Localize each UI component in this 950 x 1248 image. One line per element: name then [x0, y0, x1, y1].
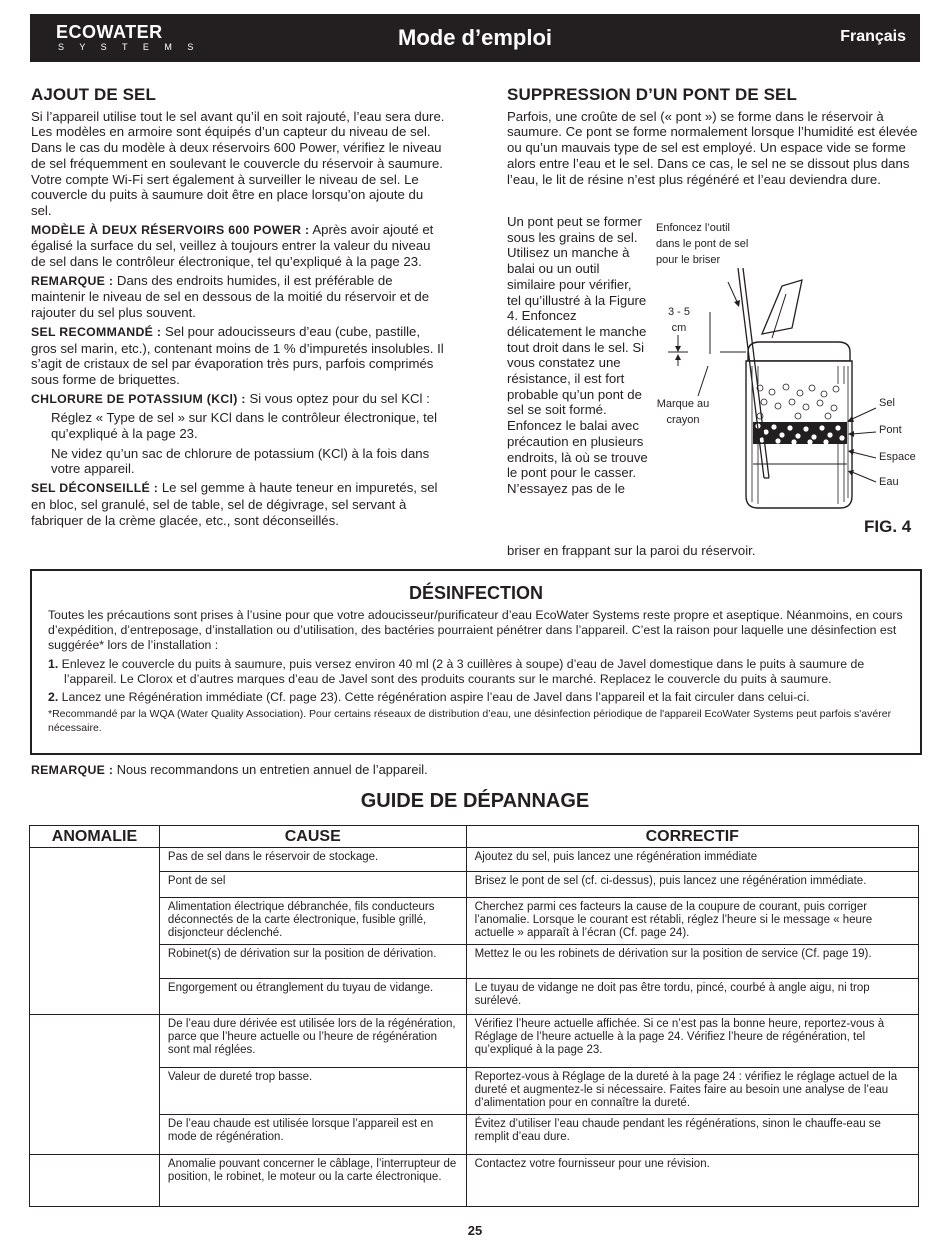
table-row: [30, 1067, 919, 1114]
language-label: Français: [840, 28, 906, 45]
desinfection-box: [30, 569, 922, 755]
step-text: Lancez une Régénération immédiate (Cf. page 23). Cette régénération aspire l’eau de Javel dans l’appareil et la fait circuler dans celui-ci.: [58, 690, 810, 705]
table-row: [30, 872, 919, 898]
label-water: Eau: [879, 476, 899, 488]
brand-logo-sub: S Y S T E M S: [58, 42, 200, 52]
bold-label: SEL DÉCONSEILLÉ :: [31, 481, 159, 496]
cause-cell: Robinet(s) de dérivation sur la position de dérivation.: [159, 944, 466, 978]
label-space: Espace: [879, 451, 916, 463]
numbered-step: [48, 690, 910, 705]
cause-cell: De l’eau dure dérivée est utilisée lors de la régénération, parce que l’heure actuelle ou l’heure de régénération sont mal réglées.: [159, 1014, 466, 1067]
table-row: [30, 848, 919, 872]
table-row: [30, 978, 919, 1014]
troubleshooting-table: [29, 825, 919, 1207]
label-pencil-mark: Marque au crayon: [656, 398, 710, 426]
anomalie-cell: [30, 1154, 160, 1206]
paragraph: [31, 480, 447, 528]
figure-4: [652, 216, 922, 546]
remarque-note: [31, 762, 428, 777]
section-heading-guide: GUIDE DE DÉPANNAGE: [360, 790, 590, 812]
cause-cell: Anomalie pouvant concerner le câblage, l’interrupteur de position, le robinet, le moteur ou la carte électronique.: [159, 1154, 466, 1206]
paragraph-text: Après avoir ajouté et égalisé la surface du sel, veillez à toujours entrer la valeur du niveau de sel dans le contrôleur électronique, tel qu’expliqué à la page 23.: [31, 221, 434, 270]
table-row: [30, 1114, 919, 1154]
paragraph-text: Nous recommandons un entretien annuel de l’appareil.: [113, 762, 428, 777]
indented-paragraph: Réglez « Type de sel » sur KCl dans le contrôleur électronique, tel qu’expliqué à la page 23.: [51, 410, 438, 442]
table-row: [30, 944, 919, 978]
cause-cell: De l’eau chaude est utilisée lorsque l’appareil est en mode de régénération.: [159, 1114, 466, 1154]
paragraph-text: Dans des endroits humides, il est préférable de maintenir le niveau de sel en dessous de la moitié du réservoir et de rajouter du sel plus souvent.: [31, 272, 430, 321]
section-heading-pont: SUPPRESSION D’UN PONT DE SEL: [507, 85, 797, 104]
label-salt: Sel: [879, 397, 895, 409]
desinfection-body: [48, 608, 910, 738]
cause-cell: Engorgement ou étranglement du tuyau de vidange.: [159, 978, 466, 1014]
paragraph-text: Si vous optez pour du sel KCl :: [245, 390, 430, 406]
correctif-cell: Contactez votre fournisseur pour une révision.: [466, 1154, 918, 1206]
table-row: [30, 1154, 919, 1206]
section-heading-desinfection: DÉSINFECTION: [408, 583, 543, 603]
paragraph: Un pont peut se former sous les grains de sel. Utilisez un manche à balai ou un outil similaire pour vérifier, tel qu’illustré à la Figure 4. Enfoncez délicatement le manche tout droit dans le sel. Si vous constatez une résistance, il est fort probable qu’un pont de sel se soit formé. Enfoncez le balai avec précaution en plusieurs endroits, là où se trouve le pont pour le casser. N’essayez pas de le: [507, 214, 648, 496]
bold-label: REMARQUE :: [31, 273, 114, 288]
indented-paragraph: Ne videz qu’un sac de chlorure de potassium (KCl) à la fois dans votre appareil.: [51, 445, 430, 477]
page-number: 25: [467, 1223, 483, 1238]
column-header-correctif: CORRECTIF: [466, 826, 918, 848]
paragraph: briser en frappant sur la paroi du réservoir.: [507, 543, 756, 558]
paragraph: [31, 391, 447, 408]
bold-label: MODÈLE À DEUX RÉSERVOIRS 600 POWER :: [31, 222, 310, 237]
correctif-cell: Reportez-vous à Réglage de la dureté à la page 24 : vérifiez le réglage actuel de la dureté et augmentez-le si nécessaire. Faites faire au besoin une analyse de l’eau d’alimentation pour en connaître la dureté.: [466, 1067, 918, 1114]
table-row: [30, 1014, 919, 1067]
footnote: *Recommandé par la WQA (Water Quality Association). Pour certains réseaux de distribution d’eau, une désinfection périodique de l'appareil EcoWater Systems peut parfois s'avérer nécessaire.: [48, 708, 892, 734]
table-row: [30, 898, 919, 945]
page-header: [30, 14, 920, 62]
bold-label: REMARQUE :: [31, 763, 114, 777]
anomalie-cell: [30, 1014, 160, 1154]
column-header-anomalie: ANOMALIE: [30, 826, 160, 848]
paragraph: Toutes les précautions sont prises à l’usine pour que votre adoucisseur/purificateur d’eau EcoWater Systems reste propre et aseptique. Néanmoins, en cours d’expédition, d’entreposage, d’installation ou d’utilisation, des bactéries pourraient pénétrer dans l’appareil. C’est la raison pour laquelle une désinfection est suggérée* lors de l’installation :: [48, 608, 903, 653]
label-tool: Enfoncez l’outil dans le pont de sel pour le briser: [656, 222, 749, 266]
bold-label: CHLORURE DE POTASSIUM (KCl) :: [31, 391, 246, 406]
step-number: 1.: [48, 656, 59, 671]
bold-label: SEL RECOMMANDÉ :: [31, 324, 162, 339]
label-bridge: Pont: [879, 424, 902, 436]
correctif-cell: Ajoutez du sel, puis lancez une régénération immédiate: [466, 848, 918, 872]
cause-cell: Valeur de dureté trop basse.: [159, 1067, 466, 1114]
brand-logo: ECOWATER: [56, 22, 163, 42]
pont-de-sel-section: [507, 87, 921, 190]
cause-cell: Pont de sel: [159, 872, 466, 898]
cause-cell: Pas de sel dans le réservoir de stockage.: [159, 848, 466, 872]
table-header-row: [30, 826, 919, 848]
correctif-cell: Évitez d’utiliser l’eau chaude pendant les régénérations, sinon le chauffe-eau se remplit d’eau dure.: [466, 1114, 918, 1154]
pont-narrow-text: [507, 214, 649, 500]
label-dimension: 3 - 5 cm: [667, 306, 690, 334]
step-number: 2.: [48, 690, 59, 705]
cause-cell: Alimentation électrique débranchée, fils conducteurs déconnectés de la carte électronique, fusible grillé, disjoncteur déclenché.: [159, 898, 466, 945]
figure-caption: FIG. 4: [864, 517, 912, 536]
paragraph: [31, 222, 447, 270]
paragraph: [31, 273, 447, 321]
correctif-cell: Brisez le pont de sel (cf. ci-dessus), puis lancez une régénération immédiate.: [466, 872, 918, 898]
step-text: Enlevez le couvercle du puits à saumure, puis versez environ 40 ml (2 à 3 cuillères à soupe) d’eau de Javel domestique dans le puits à saumure de l’appareil. Le Clorox et d’autres marques d’eau de Javel sont des produits courants sur le marché. Replacez le couvercle du puits à saumure.: [58, 656, 865, 686]
ajout-de-sel-section: [31, 87, 447, 531]
paragraph: Parfois, une croûte de sel (« pont ») se forme dans le réservoir à saumure. Ce pont se forme normalement lorsque l’humidité est élevée ou qu’un mauvais type de sel est employé. Un espace vide se forme alors entre l’eau et le sel. Dans ce cas, le sel ne se dissout plus dans l’eau, le lit de résine n’est plus régénéré et l’eau deviendra dure.: [507, 108, 918, 187]
anomalie-cell: [30, 848, 160, 1015]
page-title: Mode d’emploi: [398, 25, 552, 50]
section-heading-ajout: AJOUT DE SEL: [31, 85, 156, 104]
numbered-step: [48, 657, 910, 687]
correctif-cell: Mettez le ou les robinets de dérivation sur la position de service (Cf. page 19).: [466, 944, 918, 978]
paragraph-text: Le sel gemme à haute teneur en impuretés, sel en bloc, sel granulé, sel de table, sel de dégivrage, sel servant à fabriquer de la crème glacée, etc., sont déconseillés.: [31, 480, 438, 528]
correctif-cell: Vérifiez l’heure actuelle affichée. Si ce n’est pas la bonne heure, reportez-vous à Réglage de l’heure actuelle à la page 24. Vérifiez l’heure de régénération, tel qu’expliqué à la page 23.: [466, 1014, 918, 1067]
correctif-cell: Cherchez parmi ces facteurs la cause de la coupure de courant, puis corriger l’anomalie. Lorsque le courant est rétabli, réglez l’heure si le message « heure actuelle » apparaît à l’écran (Cf. page 24).: [466, 898, 918, 945]
paragraph: [31, 324, 447, 388]
paragraph: Si l’appareil utilise tout le sel avant qu’il en soit rajouté, l’eau sera dure. Les modèles en armoire sont équipés d’un capteur du niveau de sel. Dans le cas du modèle à deux réservoirs 600 Power, vérifiez le niveau de sel fréquemment en soulevant le couvercle du réservoir à saumure. Votre compte Wi-Fi sert également à surveiller le niveau de sel. Le couvercle du puits à saumure doit être en place lorsqu’on ajoute du sel.: [31, 108, 445, 218]
correctif-cell: Le tuyau de vidange ne doit pas être tordu, pincé, courbé à angle aigu, ni trop surélevé.: [466, 978, 918, 1014]
column-header-cause: CAUSE: [159, 826, 466, 848]
paragraph-text: Sel pour adoucisseurs d’eau (cube, pastille, gros sel marin, etc.), contenant moins de 1 % d’impuretés insolubles. Il s’agit de cristaux de sel par évaporation très purs, parfois comprimés sous forme de briquettes.: [31, 323, 444, 387]
